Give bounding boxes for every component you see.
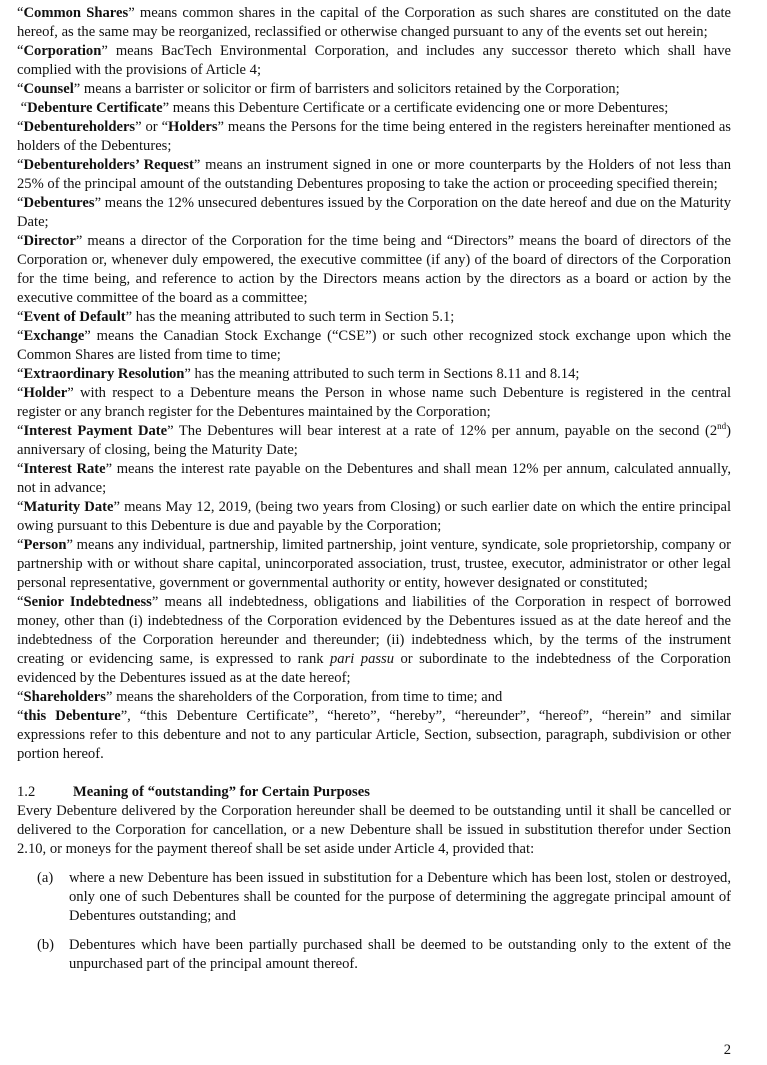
definition [17, 460, 731, 498]
definition-text: ” means the 12% unsecured debentures issued by the Corporation on the date hereof and due on the Maturity Date; [17, 195, 731, 230]
defined-term: Debentureholders [23, 119, 136, 135]
defined-term: Debentures [23, 195, 95, 211]
definition-text: “ [17, 233, 24, 249]
definition-text: ”, “this Debenture Certificate”, “hereto”, “hereby”, “hereunder”, “hereof”, “herein” and similar expressions refer to this debenture and not to any particular Article, Section, subsection, paragraph, subdivision or other portion hereof. [17, 708, 731, 762]
defined-term: Extraordinary Resolution [23, 366, 185, 382]
item-text: where a new Debenture has been issued in substitution for a Debenture which has been lost, stolen or destroyed, only one of such Debentures shall be counted for the purpose of determining the aggregate principal amount of Debentures outstanding; and [69, 870, 731, 924]
definition-text: ” means May 12, 2019, (being two years from Closing) or such earlier date on which the entire principal owing pursuant to this Debenture is due and payable by the Corporation; [17, 499, 731, 534]
defined-term: Debentureholders’ Request [23, 157, 194, 173]
definition-text: nd [717, 421, 727, 432]
definition-text: ” means all indebtedness, obligations and liabilities of the Corporation in respect of borrowed money, other than (i) indebtedness of the Corporation evidenced by the Debentures issued as at the date hereof and the indebtedness of the Corporation hereunder and thereunder; (ii) indebtedness which, by the terms of the instrument creating or evidencing same, is expressed to rank [17, 594, 731, 667]
definition-text: “ [17, 689, 24, 705]
definition-text: ” means common shares in the capital of the Corporation as such shares are constituted on the date hereof, as the same may be reorganized, reclassified or otherwise changed pursuant to any of the events set out herein; [17, 5, 731, 40]
definition-text: “ [17, 499, 24, 515]
defined-term: Director [23, 233, 76, 249]
defined-term: this Debenture [23, 708, 121, 724]
definition-text: ” or “ [135, 119, 169, 135]
defined-term: Counsel [23, 81, 74, 97]
definition-text: “ [17, 594, 24, 610]
page-number: 2 [723, 1042, 731, 1058]
definition-text: ” means the interest rate payable on the Debentures and shall mean 12% per annum, calculated annually, not in advance; [17, 461, 731, 496]
definition-text: ” means a barrister or solicitor or firm of barristers and solicitors retained by the Corporation; [73, 81, 620, 97]
definition [17, 593, 731, 688]
definition-text: ” means the Persons for the time being entered in the registers hereinafter mentioned as holders of the Debentures; [17, 119, 731, 154]
definition-text: “ [17, 537, 24, 553]
definition-text: “ [17, 157, 24, 173]
definition-text: “ [17, 423, 24, 439]
definition [17, 384, 731, 422]
definition [17, 80, 731, 99]
defined-term: Shareholders [23, 689, 106, 705]
definition-text: “ [17, 5, 24, 21]
definition-text: ” means any individual, partnership, limited partnership, joint venture, syndicate, sole proprietorship, company or partnership with or without share capital, unincorporated association, trust, trustee, executor, administrator or other legal personal representative, government or governmental authority or entity, however designated or constituted; [17, 537, 731, 591]
definition [17, 707, 731, 764]
defined-term: Corporation [23, 43, 102, 59]
definition [17, 118, 731, 156]
section-1-2 [17, 783, 731, 974]
definition [17, 327, 731, 365]
definition-text: “ [17, 708, 24, 724]
definition [17, 308, 731, 327]
definition [17, 365, 731, 384]
definition [17, 498, 731, 536]
definition [17, 42, 731, 80]
definition [17, 688, 731, 707]
definition-text: “ [17, 366, 24, 382]
defined-term: Debenture Certificate [27, 100, 163, 116]
defined-term: Senior Indebtedness [23, 594, 152, 610]
defined-term: Person [23, 537, 67, 553]
definition-text: “ [17, 195, 24, 211]
defined-term: Holder [23, 385, 68, 401]
definitions-list [17, 4, 731, 764]
definition-text: ” means an instrument signed in one or more counterparts by the Holders of not less than 25% of the principal amount of the outstanding Debentures proposing to take the action or proceeding specified therein; [17, 157, 731, 192]
section-number: 1.2 [17, 784, 36, 800]
definition [17, 536, 731, 593]
definition-text: ” means the shareholders of the Corporation, from time to time; and [105, 689, 503, 705]
defined-term: Interest Payment Date [23, 423, 168, 439]
definition-text: “ [17, 100, 28, 116]
definition-text: “ [17, 328, 24, 344]
definition-text: ” means the Canadian Stock Exchange (“CSE”) or such other recognized stock exchange upon which the Common Shares are listed from time to time; [17, 328, 731, 363]
definition-text: ) anniversary of closing, being the Maturity Date; [17, 423, 732, 458]
definition-text: “ [17, 81, 24, 97]
definition-text: ” has the meaning attributed to such term in Sections 8.11 and 8.14; [184, 366, 580, 382]
definition-text: ” means BacTech Environmental Corporation, and includes any successor thereto which shall have complied with the provisions of Article 4; [17, 43, 731, 78]
defined-term: Event of Default [23, 309, 126, 325]
definition [17, 194, 731, 232]
defined-term: Maturity Date [23, 499, 114, 515]
definition [17, 4, 731, 42]
section-body: Every Debenture delivered by the Corporation hereunder shall be deemed to be outstanding until it shall be cancelled or delivered to the Corporation for cancellation, or a new Debenture shall be issued in substitution therefor under Section 2.10, or moneys for the payment thereof shall be set aside under Article 4, provided that: [17, 803, 731, 857]
definition-text: “ [17, 385, 24, 401]
item-label: (a) [37, 870, 54, 886]
definition-text: “ [17, 43, 24, 59]
item-label: (b) [37, 937, 55, 953]
item-text: Debentures which have been partially purchased shall be deemed to be outstanding only to the extent of the unpurchased part of the principal amount thereof. [69, 937, 731, 972]
defined-term: Interest Rate [23, 461, 106, 477]
list-item [17, 869, 731, 926]
defined-term: Holders [168, 119, 218, 135]
definition-text: ” means this Debenture Certificate or a certificate evidencing one or more Debentures; [162, 100, 669, 116]
defined-term: Common Shares [23, 5, 129, 21]
definition-text: pari passu [330, 651, 395, 667]
list-item [17, 936, 731, 974]
document-page [17, 4, 731, 974]
definition-text: ” The Debentures will bear interest at a rate of 12% per annum, payable on the second (2 [167, 423, 718, 439]
definition-text: “ [17, 461, 24, 477]
definition [17, 156, 731, 194]
section-heading [17, 783, 731, 802]
definition-text: or subordinate to the indebtedness of the Corporation evidenced by the Debentures issued as at the date hereof; [17, 651, 731, 686]
definition [17, 422, 731, 460]
section-title: Meaning of “outstanding” for Certain Purposes [73, 784, 370, 800]
definition-text: ” has the meaning attributed to such term in Section 5.1; [125, 309, 455, 325]
definition-text: ” with respect to a Debenture means the Person in whose name such Debenture is registered in the central register or any branch register for the Debentures maintained by the Corporation; [17, 385, 731, 420]
definition-text: “ [17, 309, 24, 325]
definition [17, 99, 731, 118]
definition [17, 232, 731, 308]
definition-text: “ [17, 119, 24, 135]
definition-text: ” means a director of the Corporation for the time being and “Directors” means the board of directors of the Corporation or, whenever duly empowered, the executive committee (if any) of the board of directors of the Corporation for the time being, and reference to action by the Directors means action by the directors as a board or action by the executive committee of the board as a committee; [17, 233, 731, 306]
defined-term: Exchange [23, 328, 85, 344]
